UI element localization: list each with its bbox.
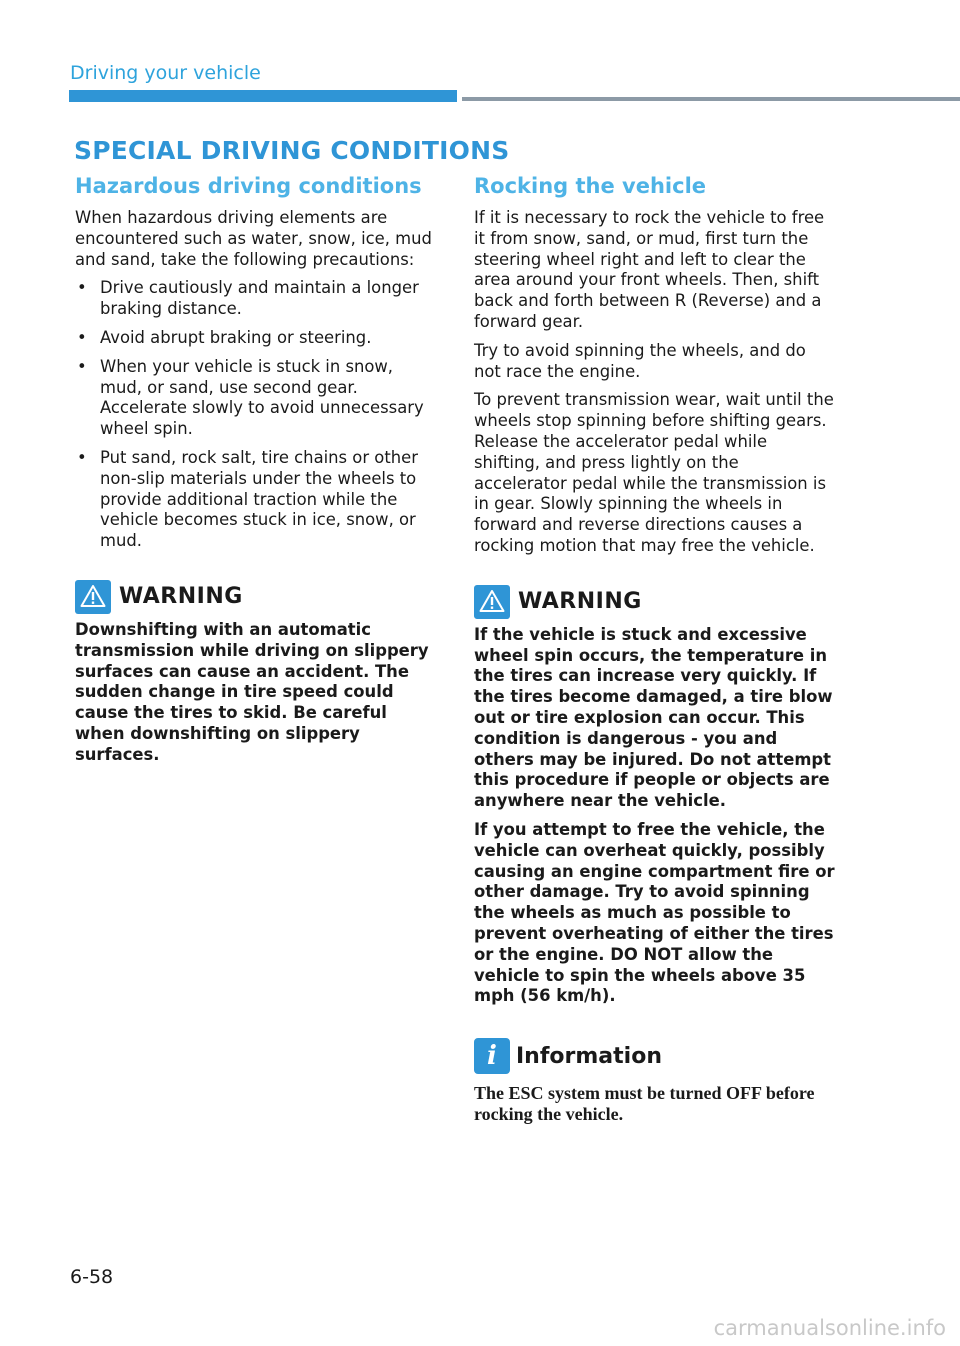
warning-label: WARNING: [119, 584, 243, 610]
list-item: [75, 328, 440, 349]
precautions-list: [75, 278, 440, 552]
information-label: Information: [516, 1043, 662, 1069]
information-icon: i: [474, 1038, 510, 1074]
bullet-icon: •: [77, 356, 87, 376]
hazardous-heading: Hazardous driving conditions: [75, 174, 422, 198]
rocking-paragraph: To prevent transmission wear, wait until the wheels stop spinning before shifting gears. Release the accelerator pedal while shifting, and press lightly on the accelerator pedal while the transmission is in gear. Slowly spinning the wheels in forward and reverse directions causes a rocking motion that may free the vehicle.: [474, 390, 834, 555]
list-item: [75, 357, 440, 440]
information-header: [474, 1037, 836, 1075]
bullet-icon: •: [77, 447, 87, 467]
right-warning-text: If the vehicle is stuck and excessive wheel spin occurs, the temperature in the tires can increase very quickly. If the tires become damaged, a tire blow out or tire explosion can occur. This condition is dangerous - you and others may be injured. Do not attempt this procedure if people or objects are anywhere near the vehicle.: [474, 624, 833, 811]
header-rule-accent: [69, 90, 457, 102]
left-warning-header: [75, 580, 440, 614]
information-text: The ESC system must be turned OFF before rocking the vehicle.: [474, 1083, 815, 1124]
bullet-icon: •: [77, 278, 87, 298]
right-warning-text: If you attempt to free the vehicle, the vehicle can overheat quickly, possibly causing an engine compartment fire or other damage. Try to avoid spinning the wheels as much as possible to prevent overheating of either the tires or the engine. DO NOT allow the vehicle to spin the wheels above 35 mph (56 km/h).: [474, 819, 835, 1006]
warning-label: WARNING: [518, 589, 642, 615]
page-header-title: Driving your vehicle: [70, 62, 261, 84]
left-warning-text: Downshifting with an automatic transmission while driving on slippery surfaces can cause an accident. The sudden change in tire speed could cause the tires to skid. Be careful when downshifting on slippery surfaces.: [75, 619, 429, 764]
section-title: SPECIAL DRIVING CONDITIONS: [74, 136, 510, 165]
list-item-text: Avoid abrupt braking or steering.: [100, 327, 372, 347]
warning-triangle-icon: [75, 580, 111, 614]
header-rule-gray: [462, 97, 960, 101]
rocking-paragraph: If it is necessary to rock the vehicle to free it from snow, sand, or mud, first turn the steering wheel right and left to clear the area around your front wheels. Then, shift back and forth between R (Reverse) and a forward gear.: [474, 208, 825, 331]
hazardous-intro: When hazardous driving elements are encountered such as water, snow, ice, mud and sand, take the following precautions:: [75, 208, 432, 269]
warning-triangle-icon: [474, 585, 510, 619]
list-item-text: Put sand, rock salt, tire chains or other non-slip materials under the wheels to provide additional traction while the vehicle becomes stuck in ice, snow, or mud.: [100, 447, 418, 551]
left-column: [75, 172, 440, 774]
rocking-paragraph: Try to avoid spinning the wheels, and do not race the engine.: [474, 340, 806, 381]
right-warning-header: [474, 585, 836, 619]
rocking-heading: Rocking the vehicle: [474, 174, 707, 198]
bullet-icon: •: [77, 327, 87, 347]
list-item: [75, 448, 440, 552]
page-number: 6-58: [70, 1266, 114, 1288]
list-item-text: Drive cautiously and maintain a longer braking distance.: [100, 278, 419, 319]
watermark: carmanualsonline.info: [713, 1316, 946, 1340]
list-item-text: When your vehicle is stuck in snow, mud, or sand, use second gear. Accelerate slowly to avoid unnecessary wheel spin.: [100, 356, 424, 439]
list-item: [75, 278, 440, 320]
right-column: [474, 172, 836, 1124]
